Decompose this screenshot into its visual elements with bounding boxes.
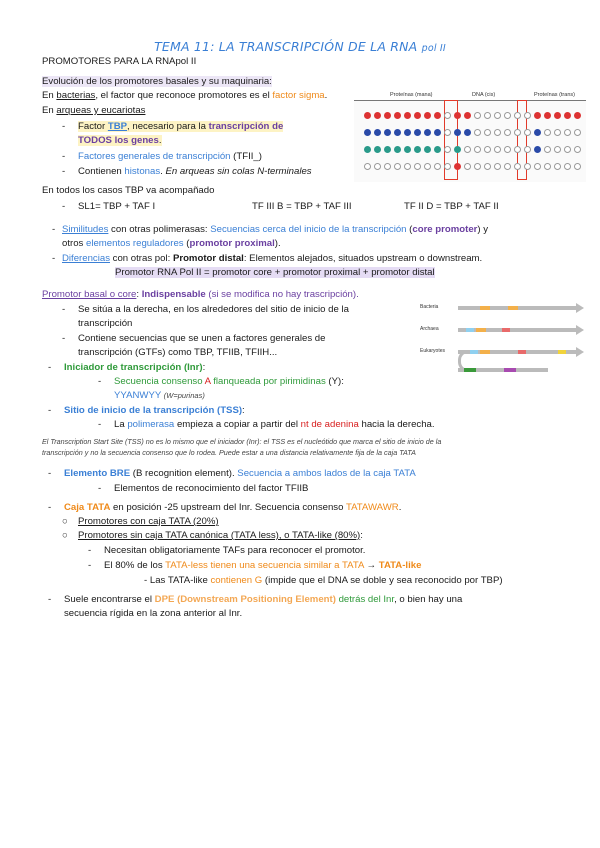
figure-dot bbox=[394, 112, 401, 119]
inr-heading: - Iniciador de transcripción (Inr): bbox=[48, 362, 206, 373]
similarities-line: - Similitudes con otras polimerasas: Secuencias cerca del inicio de la transcripción (core promoter) y bbox=[52, 224, 489, 235]
tf3b-line: TF III B = TBP + TAF III bbox=[252, 201, 352, 212]
figure-dot bbox=[414, 112, 421, 119]
figure-dot bbox=[524, 112, 531, 119]
inr-sequence-line: - Secuencia consenso A flanqueada por pirimidinas (Y): bbox=[98, 376, 344, 387]
figure-dot bbox=[574, 146, 581, 153]
figure-dot bbox=[404, 163, 411, 170]
figure-dot bbox=[424, 112, 431, 119]
figure-dot bbox=[424, 129, 431, 136]
promoter-domains-figure bbox=[418, 296, 586, 378]
figure-dot bbox=[544, 129, 551, 136]
tata-detail-3: - Las TATA-like contienen G (impide que el DNA se doble y sea reconocido por TBP) bbox=[144, 575, 503, 586]
core-point-2: - Contiene secuencias que se unen a factores generales de bbox=[62, 333, 326, 344]
figure-dot bbox=[494, 112, 501, 119]
core-promoter-line: Promotor basal o core: Indispensable (si se modifica no hay trascripción). bbox=[42, 289, 359, 300]
figure-dot bbox=[414, 146, 421, 153]
figure-dot bbox=[494, 163, 501, 170]
figure-dot bbox=[454, 146, 461, 153]
section-heading: PROMOTORES PARA LA RNApol II bbox=[42, 56, 197, 67]
figure-dot bbox=[514, 112, 521, 119]
figure-dot bbox=[574, 163, 581, 170]
promoter-formula: Promotor RNA Pol II = promotor core + promotor proximal + promotor distal bbox=[115, 267, 435, 278]
similarities-line-2: otros elementos reguladores (promotor proximal). bbox=[62, 238, 281, 249]
figure-dot bbox=[534, 163, 541, 170]
figure-dot bbox=[534, 112, 541, 119]
figure-dot bbox=[544, 112, 551, 119]
figure-dot bbox=[384, 112, 391, 119]
figure-dot bbox=[504, 146, 511, 153]
figure-dot bbox=[484, 146, 491, 153]
bre-detail: - Elementos de reconocimiento del factor TFIIB bbox=[98, 483, 309, 494]
evolution-intro: Evolución de los promotores basales y su maquinaria: bbox=[42, 76, 272, 87]
figure-dot bbox=[454, 163, 461, 170]
figure-dot bbox=[504, 129, 511, 136]
figure-dot bbox=[374, 112, 381, 119]
figure-dot bbox=[474, 146, 481, 153]
figure-dot bbox=[394, 129, 401, 136]
gtf-bullet: - Factores generales de transcripción (TFII_) bbox=[62, 151, 262, 162]
figure-dot bbox=[464, 163, 471, 170]
figure-dot bbox=[554, 146, 561, 153]
figure-label-bacteria: Bacteria bbox=[420, 304, 439, 310]
figure-header-proteins: Proteínas (mana) bbox=[390, 92, 433, 98]
core-point-1-cont: transcripción bbox=[78, 318, 133, 329]
core-point-2-cont: transcripción (GTFs) como TBP, TFIIB, TFIIH... bbox=[78, 347, 278, 358]
figure-dot bbox=[394, 146, 401, 153]
tata-option-1: ○ Promotores con caja TATA (20%) bbox=[62, 516, 219, 527]
figure-dot bbox=[494, 129, 501, 136]
figure-dot bbox=[484, 112, 491, 119]
tss-note-2: transcripción y no la secuencia consenso que lo rodea. Puede estar a una distancia relativamente fija de la caja TATA bbox=[42, 448, 416, 457]
tss-line: - La polimerasa empieza a copiar a partir del nt de adenina hacia la derecha. bbox=[98, 419, 435, 430]
figure-dot bbox=[564, 163, 571, 170]
dpe-line: - Suele encontrarse el DPE (Downstream Positioning Element) detrás del Inr, o bien hay una bbox=[48, 594, 463, 605]
figure-dot bbox=[474, 163, 481, 170]
figure-dot bbox=[454, 129, 461, 136]
figure-dot bbox=[434, 112, 441, 119]
figure-dot bbox=[374, 146, 381, 153]
figure-dot bbox=[384, 163, 391, 170]
figure-dot bbox=[464, 129, 471, 136]
figure-dot bbox=[374, 163, 381, 170]
figure-dot bbox=[504, 112, 511, 119]
figure-dot bbox=[364, 163, 371, 170]
figure-dot bbox=[424, 163, 431, 170]
figure-dot bbox=[464, 112, 471, 119]
figure-dot bbox=[404, 146, 411, 153]
inr-consensus: YYANWYY (W=purinas) bbox=[114, 390, 205, 401]
tss-heading: - Sitio de inicio de la transcripción (TSS): bbox=[48, 405, 245, 416]
figure-dot bbox=[394, 163, 401, 170]
figure-dot bbox=[474, 129, 481, 136]
figure-dot bbox=[574, 129, 581, 136]
figure-dot bbox=[514, 163, 521, 170]
archaea-line: En arqueas y eucariotas bbox=[42, 105, 146, 116]
figure-dot bbox=[484, 163, 491, 170]
figure-dot bbox=[414, 129, 421, 136]
promoter-evolution-figure bbox=[354, 90, 586, 182]
figure-dot bbox=[374, 129, 381, 136]
figure-dot bbox=[444, 146, 451, 153]
differences-line: - Diferencias con otras pol: Promotor distal: Elementos alejados, situados upstream o downstream. bbox=[52, 253, 483, 264]
figure-dot bbox=[464, 146, 471, 153]
figure-header-trans: Proteínas (trans) bbox=[534, 92, 575, 98]
figure-dot bbox=[514, 129, 521, 136]
figure-dot bbox=[554, 163, 561, 170]
tata-option-2: ○ Promotores sin caja TATA canónica (TATA less), o TATA-like (80%): bbox=[62, 530, 363, 541]
figure-dot bbox=[534, 129, 541, 136]
figure-dot bbox=[404, 129, 411, 136]
sl1-line: - SL1= TBP + TAF I bbox=[62, 201, 156, 212]
figure-dot bbox=[544, 146, 551, 153]
figure-dot bbox=[404, 112, 411, 119]
bre-heading: - Elemento BRE (B recognition element). Secuencia a ambos lados de la caja TATA bbox=[48, 468, 416, 479]
figure-dot bbox=[524, 146, 531, 153]
tata-detail-1: - Necesitan obligatoriamente TAFs para reconocer el promotor. bbox=[88, 545, 366, 556]
figure-dot bbox=[564, 112, 571, 119]
page-title: TEMA 11: LA TRANSCRIPCIÓN DE LA RNA pol II bbox=[154, 39, 446, 54]
histones-bullet: - Contienen histonas. En arqueas sin colas N-terminales bbox=[62, 166, 312, 177]
figure-dot bbox=[554, 112, 561, 119]
core-point-1: - Se sitúa a la derecha, en los alrededores del sitio de inicio de la bbox=[62, 304, 349, 315]
figure-header-dna: DNA (cis) bbox=[472, 92, 496, 98]
figure-dot bbox=[434, 146, 441, 153]
dpe-line-2: secuencia rígida en la zona anterior al Inr. bbox=[64, 608, 243, 619]
tf2d-line: TF II D = TBP + TAF II bbox=[404, 201, 499, 212]
figure-dot bbox=[554, 129, 561, 136]
tss-note-1: El Transcription Start Site (TSS) no es lo mismo que el iniciador (Inr): el TSS es el nucleótido que marca el sitio de inicio de la bbox=[42, 437, 442, 446]
figure-dot bbox=[484, 129, 491, 136]
figure-dot bbox=[524, 163, 531, 170]
figure-dot bbox=[364, 112, 371, 119]
tbp-bullet-cont: TODOS los genes. bbox=[78, 135, 162, 146]
tbp-bullet: - Factor TBP, necesario para la transcripción de bbox=[62, 121, 284, 132]
figure-dot bbox=[434, 129, 441, 136]
figure-dot bbox=[444, 129, 451, 136]
figure-dot bbox=[364, 129, 371, 136]
figure-dot bbox=[544, 163, 551, 170]
tbp-accompanied: En todos los casos TBP va acompañado bbox=[42, 185, 215, 196]
figure-dot bbox=[564, 129, 571, 136]
figure-label-archaea: Archaea bbox=[420, 326, 439, 332]
bacteria-line: En bacterias, el factor que reconoce promotores es el factor sigma. bbox=[42, 90, 328, 101]
figure-dot bbox=[574, 112, 581, 119]
figure-dot bbox=[524, 129, 531, 136]
tata-detail-2: - El 80% de los TATA-less tienen una secuencia similar a TATA → TATA-like bbox=[88, 560, 422, 571]
figure-dot bbox=[494, 146, 501, 153]
figure-label-eukaryotes: Eukaryotes bbox=[420, 348, 446, 354]
figure-dot bbox=[454, 112, 461, 119]
figure-dot bbox=[514, 146, 521, 153]
figure-dot bbox=[384, 129, 391, 136]
figure-dot bbox=[534, 146, 541, 153]
figure-dot bbox=[414, 163, 421, 170]
tata-heading: - Caja TATA en posición -25 upstream del Inr. Secuencia consenso TATAWAWR. bbox=[48, 502, 402, 513]
figure-dot bbox=[504, 163, 511, 170]
figure-dot bbox=[474, 112, 481, 119]
figure-dot bbox=[364, 146, 371, 153]
figure-dot bbox=[434, 163, 441, 170]
figure-dot bbox=[444, 112, 451, 119]
figure-dot bbox=[384, 146, 391, 153]
figure-dot bbox=[424, 146, 431, 153]
figure-dot bbox=[564, 146, 571, 153]
figure-dot bbox=[444, 163, 451, 170]
